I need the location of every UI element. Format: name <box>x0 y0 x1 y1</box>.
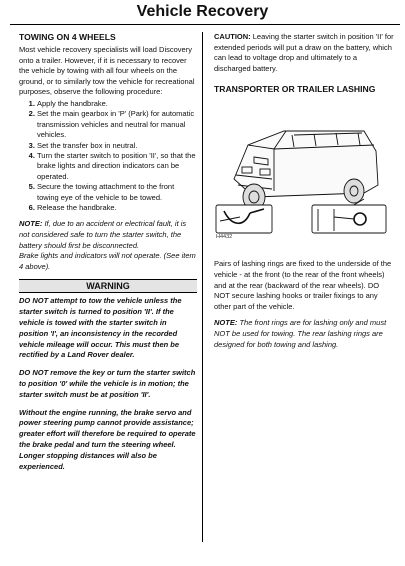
warning-paragraph: DO NOT attempt to tow the vehicle unless the starter switch is turned to position 'II'. If the vehicle is towed with the starter switch in position 'I', an inconsistency in the recorded vehicle mileage will occur. This must then be rectified by a Land Rover dealer. <box>19 296 182 360</box>
step-item: 4. Turn the starter switch to position 'II', so that the brake lights and direction indicators can be operated. <box>37 151 197 182</box>
towing-steps <box>19 99 197 213</box>
lashing-heading: TRANSPORTER OR TRAILER LASHING <box>214 84 376 95</box>
illustration-code: H4432 <box>216 234 233 241</box>
lashing-paragraph: Pairs of lashing rings are fixed to the underside of the vehicle - at the front (to the rear of the front wheels) and at the rear (backward of the rear wheels). DO NOT secure lashing hooks or trailer fixings to any other part of the vehicle. <box>214 259 392 311</box>
towing-intro: Most vehicle recovery specialists will load Discovery onto a trailer. However, if it is necessary to recover the vehicle by towing with all four wheels on the ground, or to similarly tow the vehicle for recreational purposes, observe the following procedure: <box>19 45 195 97</box>
step-item: 3. Set the transfer box in neutral. <box>37 141 197 151</box>
step-item: 2. Set the main gearbox in 'P' (Park) for automatic transmission vehicles and neutral for manual vehicles. <box>37 109 197 140</box>
note-label: NOTE: <box>214 318 238 328</box>
vehicle-drawing <box>214 101 390 241</box>
note-label: NOTE: <box>19 219 43 229</box>
note-text-2: Brake lights and indicators will not operate. (See item 4 above). <box>19 251 196 271</box>
note-text: The front rings are for lashing only and must NOT be used for towing. The rear lashing rings are designed for both towing and lashing. <box>214 318 387 349</box>
warning-box <box>19 296 197 472</box>
towing-heading: TOWING ON 4 WHEELS <box>19 32 116 42</box>
page-title: Vehicle Recovery <box>136 3 269 20</box>
note-text: If, due to an accident or electrical fault, it is not considered safe to turn the starter switch, the battery should first be disconnected. <box>19 219 187 250</box>
warning-paragraph: Without the engine running, the brake servo and power steering pump cannot provide assistance; greater effort will therefore be required to operate the brake pedal and turn the steering wheel. Longer stopping distances will also be experienced. <box>19 407 196 471</box>
title-divider <box>10 24 400 25</box>
caution-label: CAUTION: <box>214 32 251 41</box>
warning-title: WARNING <box>19 279 197 293</box>
left-column <box>19 32 197 472</box>
column-divider <box>202 32 203 542</box>
right-column <box>214 32 394 350</box>
step-item: 1. Apply the handbrake. <box>37 99 197 109</box>
electrical-note <box>19 219 197 272</box>
lashing-note <box>214 318 394 350</box>
vehicle-illustration <box>214 101 390 241</box>
caution-text: Leaving the starter switch in position 'II' for extended periods will put a draw on the battery, which can lead to voltage drop and ultimately to a discharged battery. <box>214 32 394 73</box>
warning-paragraph: DO NOT remove the key or turn the starter switch to position '0' while the vehicle is in motion; the starter switch must be at position 'II'. <box>19 368 196 399</box>
caution-note <box>214 32 394 74</box>
step-item: 6. Release the handbrake. <box>37 203 197 213</box>
step-item: 5. Secure the towing attachment to the front towing eye of the vehicle to be towed. <box>37 182 197 203</box>
